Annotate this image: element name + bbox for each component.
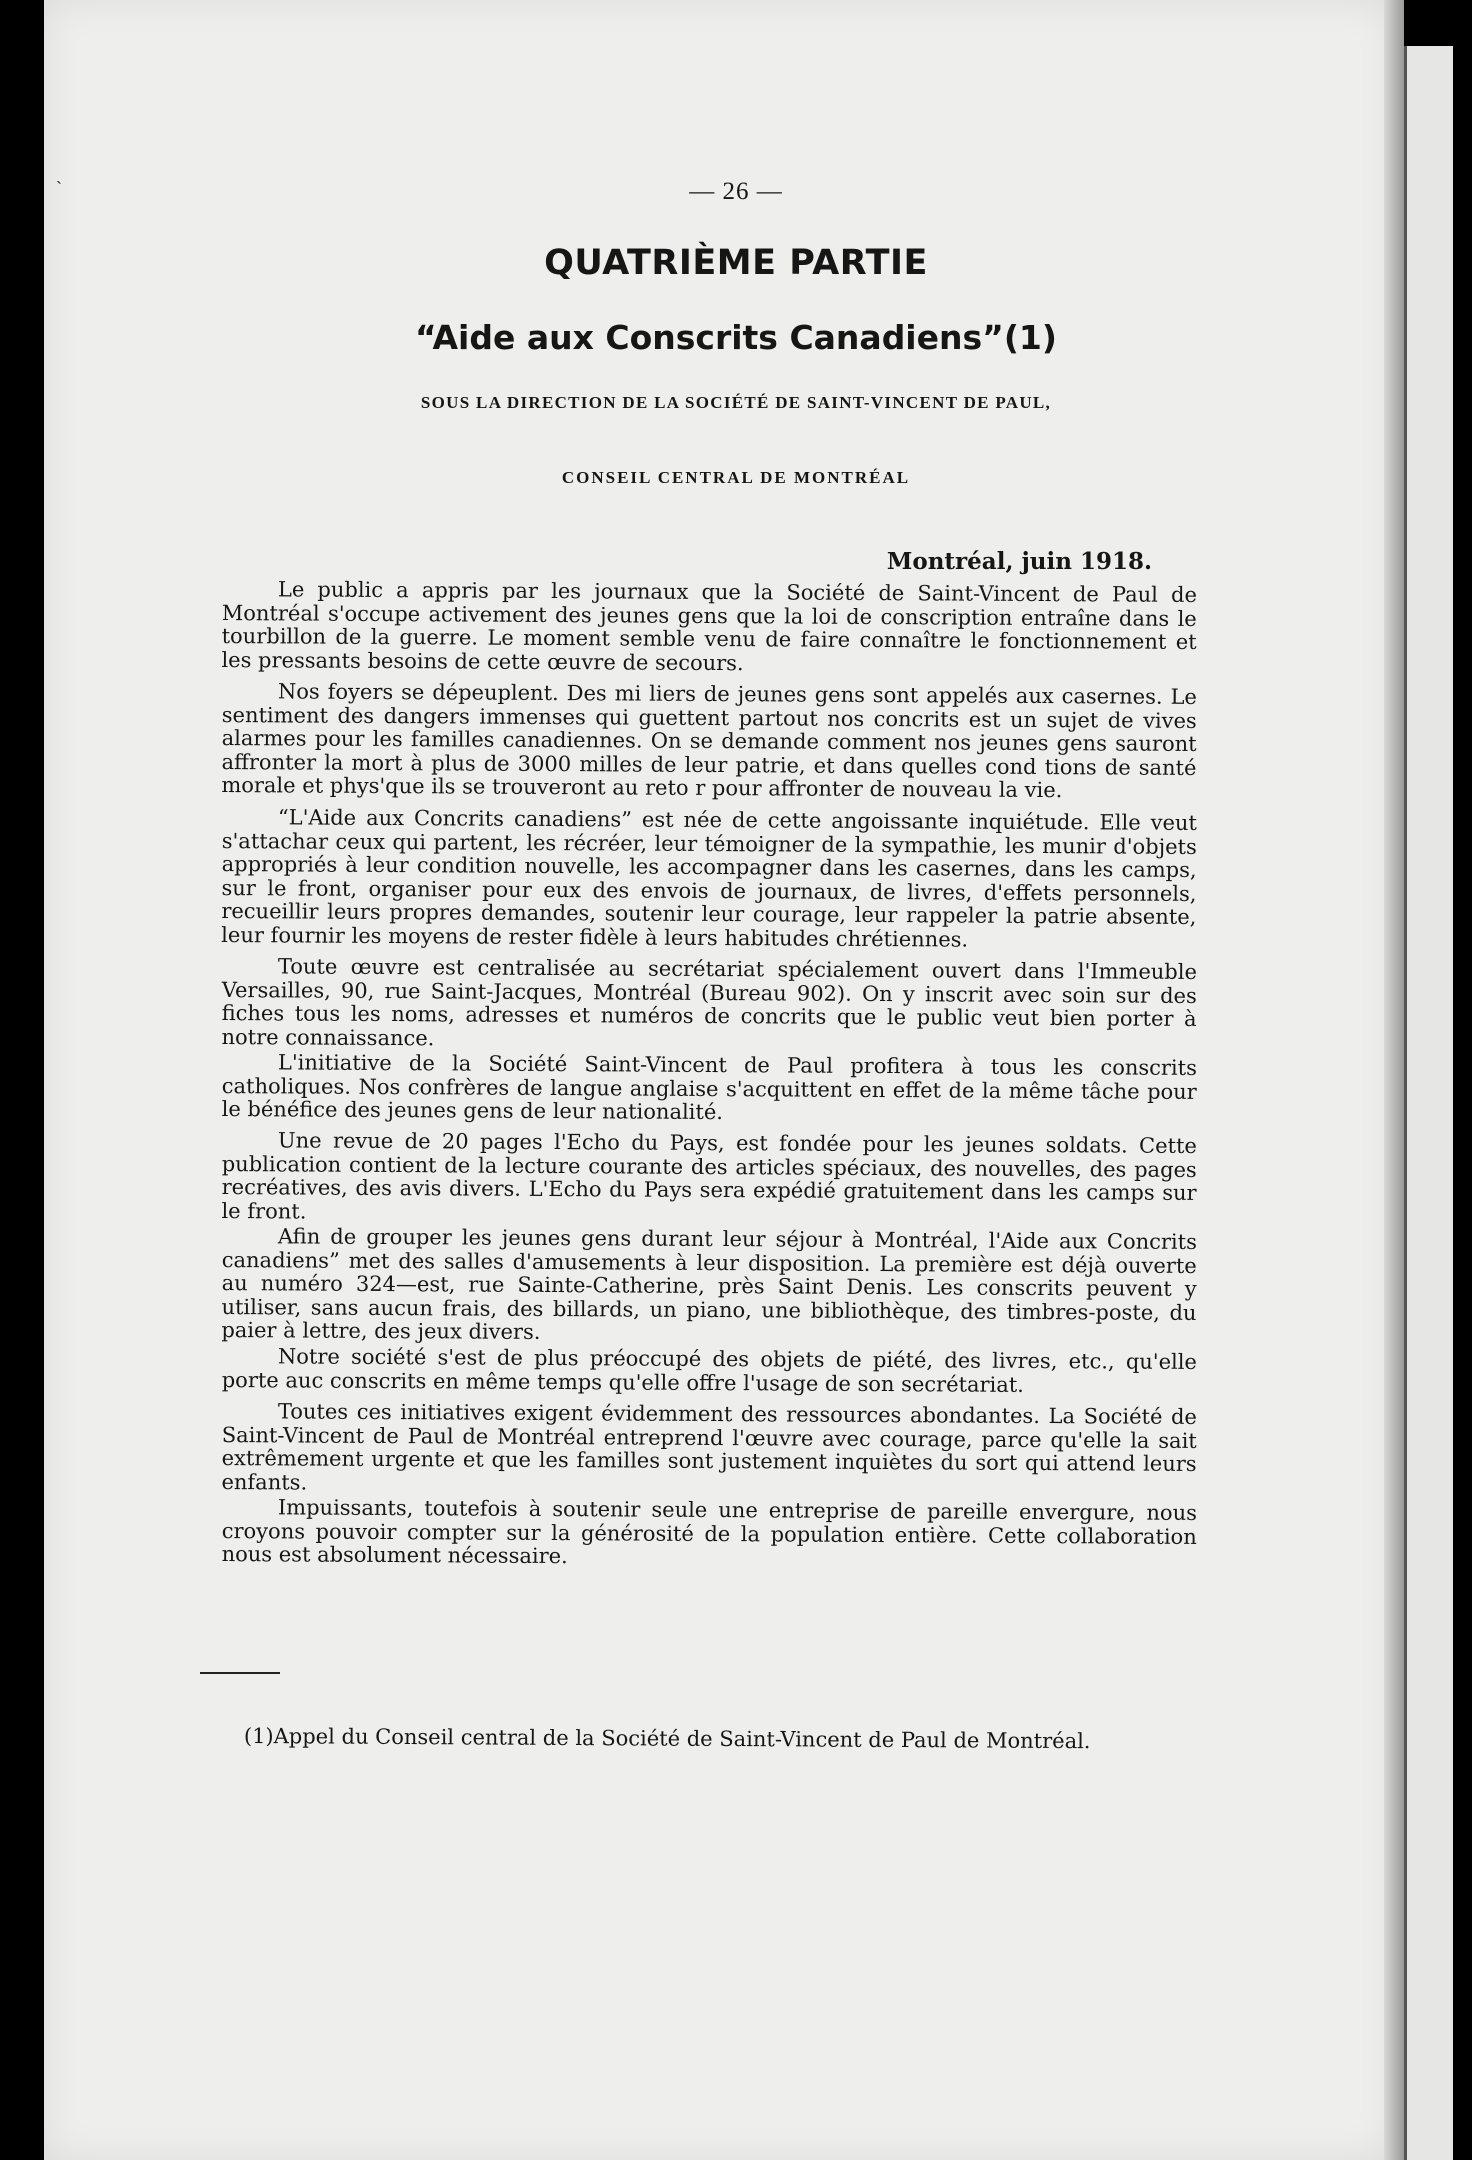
dateline: Montréal, juin 1918. [886, 548, 1152, 575]
paragraph: Nos foyers se dépeuplent. Des mi liers de jeunes gens sont appelés aux casernes. Le sentiment des dangers immenses qui guettent partout nos concrits est un sujet de vives alarmes pour les familles canadiennes. On se demande comment nos jeunes gens sauront affronter la mort à plus de 3000 milles de leur patrie, et dans quelles cond tions de santé morale et phys'que ils se trouveront au reto r pour affronter de nouveau la vie. [221, 679, 1197, 803]
paragraph: Toute œuvre est centralisée au secrétariat spécialement ouvert dans l'Immeuble Versailles, 90, rue Saint-Jacques, Montréal (Bureau 902). On y inscrit avec soin sur des fiches tous les noms, adresses et numéros de concrits que le public veut bien porter à notre connaissance. [221, 953, 1197, 1050]
footnote-separator [200, 1672, 280, 1674]
paragraph: Impuissants, toutefois à soutenir seule une entreprise de pareille envergure, nous croyons pouvoir compter sur la générosité de la population entière. Cette collaboration nous est absolument nécessaire. [221, 1494, 1197, 1568]
paragraph: L'initiative de la Société Saint-Vincent de Paul profitera à tous les conscrits catholiques. Nos confrères de langue anglaise s'acquittent en effet de la même tâche pour le bénéfice des jeunes gens de leur nationalité. [221, 1049, 1197, 1124]
next-page-edge [1404, 46, 1453, 2160]
paragraph: Une revue de 20 pages l'Echo du Pays, est fondée pour les jeunes soldats. Cette publication contient de la lecture courante des articles spéciaux, des nouvelles, des pages recréatives, des avis divers. L'Echo du Pays sera expédié gratuitement dans les camps sur le front. [221, 1128, 1197, 1224]
paragraph: Notre société s'est de plus préoccupé des objets de piété, des livres, etc., qu'elle porte auc conscrits en même temps qu'elle offre l'usage de son secrétariat. [221, 1343, 1197, 1396]
direction-line: SOUS LA DIRECTION DE LA SOCIÉTÉ DE SAINT-VINCENT DE PAUL, [420, 393, 1052, 412]
paragraph: Le public a appris par les journaux que la Société de Saint-Vincent de Paul de Montréal s'occupe activement des jeunes gens que la loi de conscription entraîne dans le tourbillon de la guerre. Le moment semble venu de faire connaître le fonctionnement et les pressants besoins de cette œuvre de secours. [221, 577, 1197, 675]
main-title: “Aide aux Conscrits Canadiens”(1) [415, 318, 1057, 357]
footnote: (1)Appel du Conseil central de la Société de Saint-Vincent de Paul de Montréal. [243, 1724, 1091, 1754]
council-line: CONSEIL CENTRAL DE MONTRÉAL [561, 468, 911, 487]
paragraph: “L'Aide aux Concrits canadiens” est née de cette angoissante inquiétude. Elle veut s'attachar ceux qui partent, les récréer, leur témoigner de la sympathie, les munir d'objets appropriés à leur condition nouvelle, les accompagner dans les casernes, dans les camps, sur le front, organiser pour eux des envois de journaux, de livres, d'effets personnels, recueillir leurs propres demandes, soutenir leur courage, leur rappeler la patrie absente, leur fournir les moyens de rester fidèle à leurs habitudes chrétiennes. [221, 804, 1197, 951]
part-title: QUATRIÈME PARTIE [544, 243, 928, 283]
paragraph: Afin de grouper les jeunes gens durant leur séjour à Montréal, l'Aide aux Concrits canadiens” met des salles d'amusements à leur disposition. La première est déjà ouverte au numéro 324—est, rue Sainte-Catherine, près Saint Denis. Les conscrits peuvent y utiliser, sans aucun frais, des billards, un piano, une bibliothèque, des timbres-poste, du paier à lettre, des jeux divers. [221, 1224, 1197, 1344]
margin-mark: ` [56, 178, 62, 198]
page-number: — 26 — [689, 178, 783, 205]
paragraph: Toutes ces initiatives exigent évidemment des ressources abondantes. La Société de Saint-Vincent de Paul de Montréal entreprend l'œuvre avec courage, parce qu'elle la sait extrêmement urgente et que les familles sont justement inquiètes du sort qui attend leurs enfants. [221, 1398, 1197, 1494]
body-text [222, 578, 1197, 1566]
